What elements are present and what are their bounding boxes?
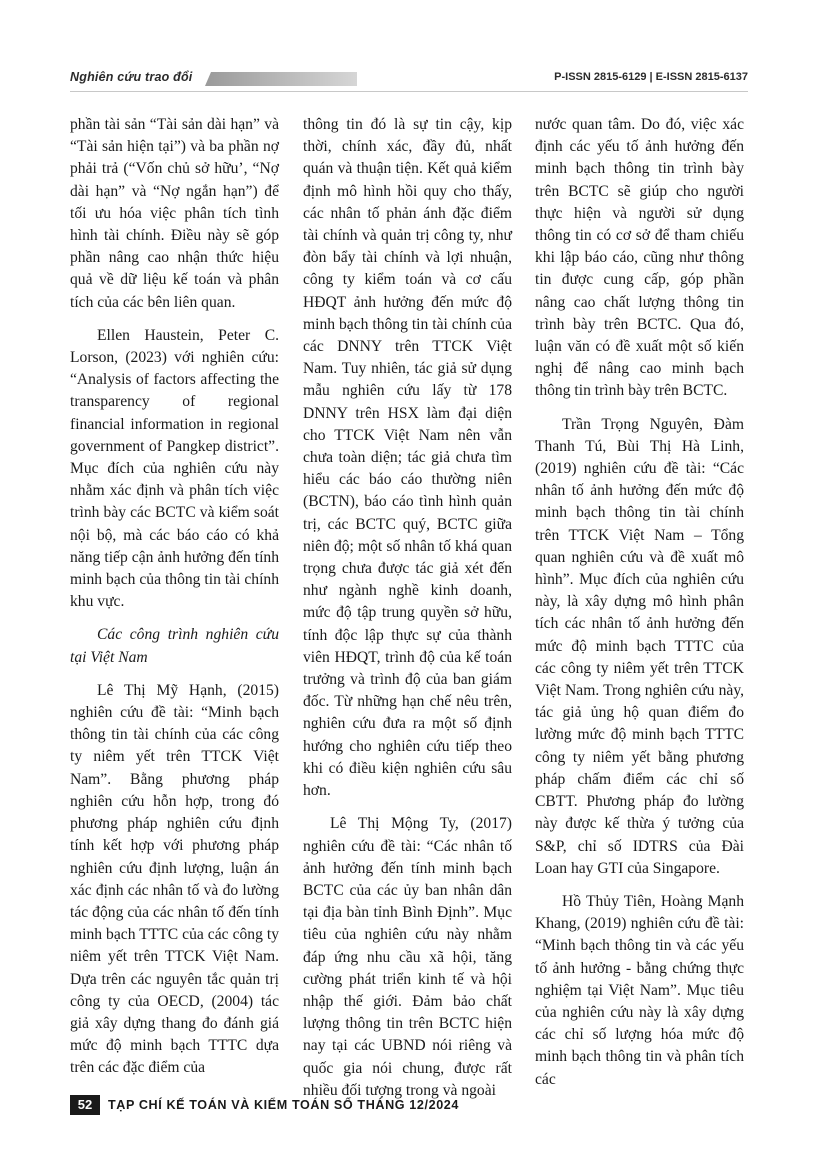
text-column-2: [303, 114, 512, 1113]
text-column-1: [70, 114, 279, 1091]
header-decorative-bar: [205, 72, 357, 86]
paragraph: Trần Trọng Nguyên, Đàm Thanh Tú, Bùi Thị Hà Linh, (2019) nghiên cứu đề tài: “Các nhân tố ảnh hưởng đến mức độ minh bạch thông tin tài chính trên TTCK Việt Nam – Tổng quan nghiên cứu và đề xuất mô hình”. Mục đích của nghiên cứu này, là xây dựng mô hình phân tích các nhân tố ảnh hưởng đến mức độ minh bạch TTTC của các công ty niêm yết trên TTCK Việt Nam. Trong nghiên cứu này, tác giả ủng hộ quan điểm đo lường mức độ minh bạch TTTC công ty niêm yết bằng phương pháp chấm điểm các chỉ số CBTT. Phương pháp đo lường này được kế thừa ý tưởng của S&P, chỉ số IDTRS của Đài Loan hay GTI của Singapore.: [535, 415, 744, 877]
section-title: Nghiên cứu trao đổi: [70, 70, 193, 84]
paragraph: phần tài sản “Tài sản dài hạn” và “Tài sản hiện tại”) và ba phần nợ phải trả (“Vốn chủ sở hữu’, “Nợ dài hạn” và “Nợ ngắn hạn”) để tối ưu hóa việc phân tích tình hình tài chính. Điều này sẽ góp phần nâng cao nhận thức hiệu quả về dữ liệu kế toán và phân tích của các bên liên quan.: [70, 116, 279, 311]
paragraph: Ellen Haustein, Peter C. Lorson, (2023) với nghiên cứu: “Analysis of factors affecting the transparency of regional financial information in regional government of Pangkep district”. Mục đích của nghiên cứu này nhằm xác định và phân tích việc trình bày các BCTC và kiểm soát nội bộ, mà các báo cáo có khả năng tiếp cận ảnh hưởng đến tính minh bạch của thông tin tài chính khu vực.: [70, 326, 279, 611]
page-header: [70, 68, 748, 90]
subheading: Các công trình nghiên cứu tại Việt Nam: [70, 626, 279, 666]
page-footer: [70, 1095, 570, 1119]
journal-title: TẠP CHÍ KẾ TOÁN VÀ KIỂM TOÁN SỐ THÁNG 12/2024: [108, 1098, 460, 1112]
paragraph: Lê Thị Mộng Ty, (2017) nghiên cứu đề tài: “Các nhân tố ảnh hưởng đến tính minh bạch BCTC của các ủy ban nhân dân tại địa bàn tỉnh Bình Định”. Mục tiêu của nghiên cứu này nhằm đáp ứng nhu cầu xã hội, tăng cường phát triển kinh tế và hội nhập thế giới. Đảm bảo chất lượng thông tin trên BCTC hiện nay tại các UBND nói riêng và quốc gia nói chung, được rất nhiều đối tượng trong và ngoài: [303, 815, 512, 1099]
paragraph: thông tin đó là sự tin cậy, kịp thời, chính xác, đầy đủ, nhất quán và thuận tiện. Kết quả kiểm định mô hình hồi quy cho thấy, các nhân tố phản ánh đặc điểm tài chính và quản trị công ty, như đòn bẩy tài chính và lợi nhuận, công ty kiểm toán và cơ cấu HĐQT ảnh hưởng đến mức độ minh bạch thông tin tài chính của các DNNY trên TTCK Việt Nam. Tuy nhiên, tác giả sử dụng mẫu nghiên cứu lấy từ 178 DNNY trên HSX làm đại diện cho TTCK Việt Nam nên vẫn chưa toàn diện; tác giả chưa tìm hiểu các báo cáo thường niên (BCTN), báo cáo tình hình quản trị, các BCTC quý, BCTC giữa niên độ; một số nhân tố khá quan trọng chưa được tác giả xét đến như ngành nghề kinh doanh, mức độ tập trung quyền sở hữu, tính độc lập thực sự của thành viên HĐQT, trình độ của kế toán trưởng và trình độ của ban giám đốc. Từ những hạn chế nêu trên, nghiên cứu đưa ra một số định hướng cho nghiên cứu tiếp theo khi có điều kiện nghiên cứu sâu hơn.: [303, 116, 512, 800]
text-column-3: [535, 114, 744, 1102]
paragraph: nước quan tâm. Do đó, việc xác định các yếu tố ảnh hưởng đến minh bạch thông tin trình bày trên BCTC sẽ giúp cho người thực hiện và người sử dụng thông tin có cơ sở để tham chiếu khi lập báo cáo, cũng như thông tin được cung cấp, góp phần nâng cao chất lượng thông tin trình bày trên BCTC. Qua đó, luận văn có đề xuất một số kiến nghị để nâng cao minh bạch thông tin trình bày trên BCTC.: [535, 116, 744, 400]
page-number: 52: [70, 1095, 100, 1115]
issn-label: P-ISSN 2815-6129 | E-ISSN 2815-6137: [554, 71, 748, 83]
paragraph: Lê Thị Mỹ Hạnh, (2015) nghiên cứu đề tài: “Minh bạch thông tin tài chính của các công ty niêm yết trên TTCK Việt Nam”. Bằng phương pháp nghiên cứu hỗn hợp, trong đó phương pháp nghiên cứu định tính kết hợp với phương pháp nghiên cứu định lượng, luận án xác định các nhân tố và đo lường tác động của các nhân tố đến tính minh bạch TTTC của các công ty niêm yết trên TTCK Việt Nam. Dựa trên các nguyên tắc quản trị công ty của OECD, (2004) tác giả xây dựng thang đo đánh giá mức độ minh bạch TTTC dựa trên các đặc điểm của: [70, 681, 279, 1077]
header-divider: [70, 91, 748, 92]
paragraph: Hồ Thủy Tiên, Hoàng Mạnh Khang, (2019) nghiên cứu đề tài: “Minh bạch thông tin và các yếu tố ảnh hưởng - bằng chứng thực nghiệm tại Việt Nam”. Mục tiêu của nghiên cứu này là xây dựng các chỉ số lượng hóa mức độ minh bạch thông tin và phân tích các: [535, 892, 744, 1088]
